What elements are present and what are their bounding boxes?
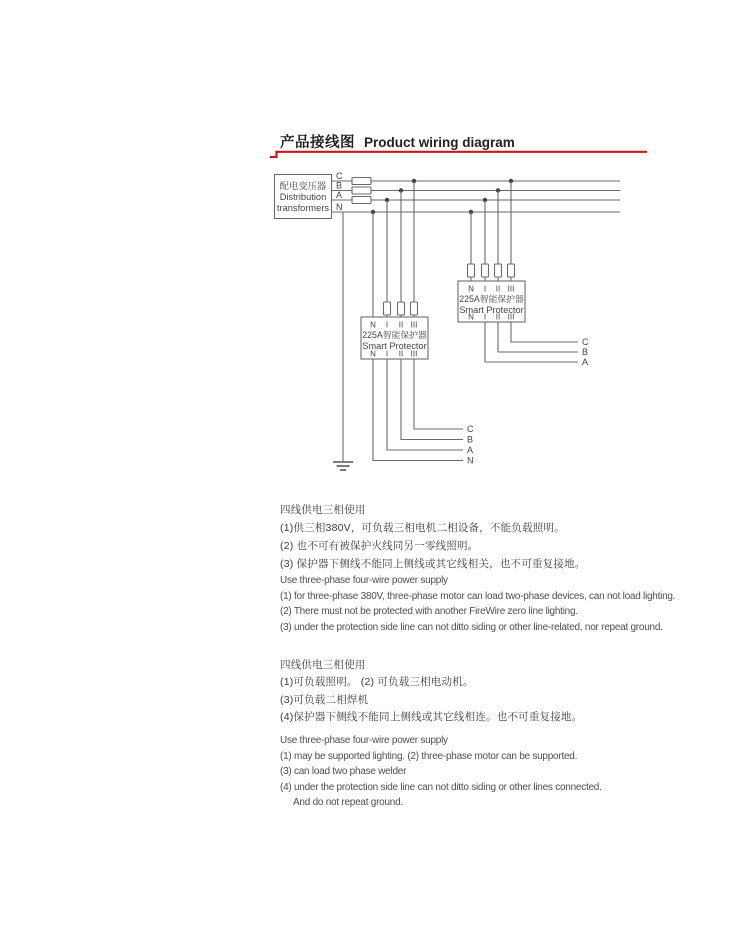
left-output-label-n: N	[467, 455, 474, 466]
section-line: (1)可负载照明。 (2) 可负载三相电动机。	[280, 676, 474, 689]
right-output-label-c: C	[582, 337, 589, 347]
left-output-label-b: B	[467, 434, 474, 445]
right-bottom-terminal-n: N	[468, 312, 474, 322]
right-fuse-n	[468, 264, 475, 277]
left-protector-name-zh: 225A智能保护器	[362, 330, 427, 340]
left-protector-name-en: Smart Protector	[362, 341, 427, 351]
right-output-label-a: A	[582, 357, 589, 367]
right-top-terminal-n: N	[468, 284, 474, 294]
section-heading: Use three-phase four-wire power supply	[280, 575, 448, 586]
transformer-label-en1: Distribution	[279, 192, 327, 202]
left-output-label-a: A	[467, 445, 474, 455]
section-zh-four-wire	[280, 657, 582, 727]
left-top-terminal-2: II	[398, 320, 404, 330]
section-en-four-wire	[280, 733, 602, 811]
ground-symbol	[333, 212, 353, 470]
bus-fuse-a	[352, 197, 371, 204]
left-top-terminal-n: N	[370, 320, 376, 330]
right-fuse-1	[482, 264, 489, 277]
right-top-terminal-2: II	[495, 284, 501, 294]
left-fuse-1	[384, 302, 391, 315]
left-output-wires	[373, 359, 474, 466]
left-bottom-terminal-2: II	[398, 349, 404, 359]
section-line: (3) under the protection side line can not ditto siding or other line-related, nor repeat ground.	[280, 622, 663, 634]
section-heading: Use three-phase four-wire power supply	[280, 735, 448, 746]
right-top-terminal-3: III	[507, 284, 515, 294]
left-smart-protector-box	[361, 317, 428, 359]
bus-label-a: A	[336, 190, 343, 200]
distribution-transformer-box	[275, 175, 332, 219]
right-protector-name-en: Smart Protector	[459, 305, 524, 315]
transformer-label-zh: 配电变压器	[279, 181, 327, 191]
section-heading: 四线供电三相使用	[280, 504, 366, 516]
section-en-three-wire	[280, 573, 675, 636]
left-bottom-terminal-3: III	[410, 349, 418, 359]
bus-label-n: N	[336, 202, 343, 212]
right-fuse-2	[495, 264, 502, 277]
section-line: And do not repeat ground.	[293, 797, 403, 808]
bus-fuse-c	[352, 178, 371, 185]
right-top-terminal-1: I	[483, 284, 487, 294]
right-bottom-terminal-2: II	[495, 312, 501, 322]
right-smart-protector-box	[458, 281, 525, 322]
section-line: (3) 保护器下侧线不能同上侧线或其它线相关，也不可重复接地。	[280, 558, 586, 570]
left-output-label-c: C	[467, 424, 474, 434]
right-output-wires	[485, 322, 589, 367]
section-heading: 四线供电三相使用	[280, 659, 366, 671]
left-top-terminal-3: III	[410, 320, 418, 330]
right-bottom-terminal-1: I	[483, 312, 487, 322]
right-bottom-terminal-3: III	[507, 312, 515, 322]
page-title	[280, 131, 515, 152]
transformer-label-en2: transformers	[276, 203, 330, 213]
section-line: (3) can load two phase welder	[280, 766, 407, 777]
left-top-terminal-1: I	[385, 320, 389, 330]
section-zh-three-wire	[280, 501, 585, 573]
section-line: (1) may be supported lighting. (2) three-phase motor can be supported.	[280, 750, 578, 762]
left-bottom-terminal-1: I	[385, 349, 389, 359]
section-line: (4)保护器下侧线不能同上侧线或其它线相连。也不可重复接地。	[280, 711, 583, 724]
right-protector-name-zh: 225A智能保护器	[459, 294, 524, 304]
page-title-en: Product wiring diagram	[364, 135, 515, 150]
bus-label-b: B	[336, 180, 343, 191]
bus-fuse-b	[352, 187, 371, 194]
bus-label-c: C	[336, 171, 343, 181]
section-line: (3)可负载二相焊机	[280, 693, 369, 706]
page-title-zh: 产品接线图	[280, 135, 355, 151]
right-fuse-3	[508, 264, 515, 277]
left-fuse-2	[398, 302, 405, 315]
section-line: (1)供三相380V，可负载三相电机二相设备，不能负载照明。	[280, 522, 565, 534]
section-line: (1) for three-phase 380V, three-phase motor can load two-phase devices, can not load lighting.	[280, 590, 676, 602]
left-bottom-terminal-n: N	[370, 349, 376, 359]
bus-lines	[332, 171, 620, 212]
section-line: (2) There must not be protected with another FireWire zero line lighting.	[280, 606, 578, 618]
right-feed-wires	[468, 179, 515, 281]
section-line: (2) 也不可有被保护火线同另一零线照明。	[280, 540, 479, 552]
section-line: (4) under the protection side line can not ditto siding or other lines connected.	[280, 781, 602, 793]
title-underline	[270, 152, 647, 157]
right-output-label-b: B	[582, 347, 589, 357]
left-fuse-3	[411, 302, 418, 315]
